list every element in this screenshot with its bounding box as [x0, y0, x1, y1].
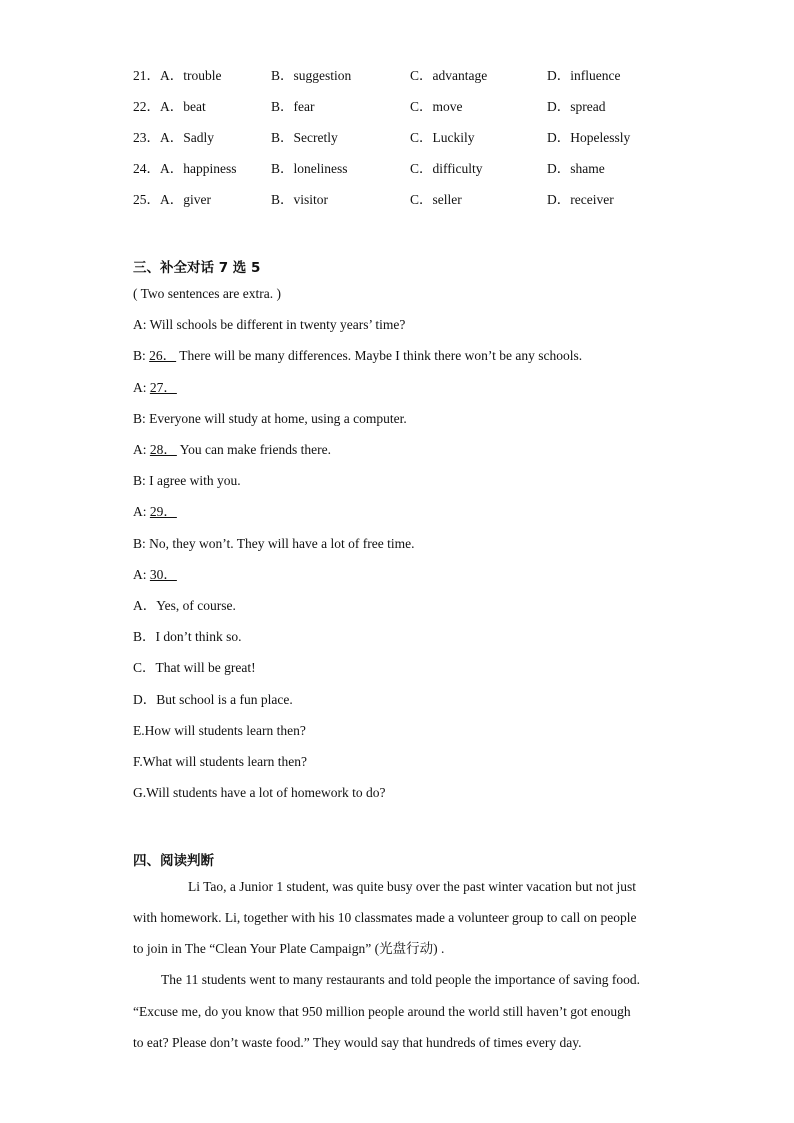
dialogue-text: Everyone will study at home, using a computer.	[149, 411, 407, 426]
passage-line-3: to join in The “Clean Your Plate Campaign” (光盘行动) .	[133, 941, 445, 956]
passage-line-1: Li Tao, a Junior 1 student, was quite busy over the past winter vacation but not just	[188, 879, 636, 894]
dialogue-text: There will be many differences. Maybe I think there won’t be any schools.	[176, 348, 583, 363]
passage-line-6: to eat? Please don’t waste food.” They would say that hundreds of times every day.	[133, 1035, 582, 1050]
choice-a: A．Yes, of course.	[133, 598, 236, 613]
option-23-d: D．Hopelessly	[547, 130, 631, 145]
answer-blank-29[interactable]: 29．	[149, 504, 177, 519]
speaker-label: A:	[133, 317, 150, 332]
option-22-b: B．fear	[271, 99, 315, 114]
dialogue-text: I agree with you.	[149, 473, 241, 488]
dialogue-text: Will schools be different in twenty years’ time?	[149, 317, 406, 332]
option-22-d: D．spread	[547, 99, 606, 114]
dialogue-text: You can make friends there.	[176, 442, 331, 457]
speaker-label: B:	[133, 536, 150, 551]
dialogue-line-5	[133, 440, 331, 460]
speaker-label: B:	[133, 348, 150, 363]
option-21-d: D．influence	[547, 68, 621, 83]
option-22-a: 22．A．beat	[133, 99, 206, 114]
option-25-a: 25．A．giver	[133, 192, 211, 207]
dialogue-line-6	[133, 471, 241, 491]
option-21-c: C．advantage	[410, 68, 488, 83]
answer-blank-27[interactable]: 27．	[149, 380, 177, 395]
dialogue-line-2	[133, 346, 582, 366]
passage-line-5: “Excuse me, do you know that 950 million people around the world still haven’t got enough	[133, 1004, 631, 1019]
option-23-a: 23．A．Sadly	[133, 130, 214, 145]
option-25-c: C．seller	[410, 192, 462, 207]
option-24-b: B．loneliness	[271, 161, 348, 176]
choice-g: G.Will students have a lot of homework to do?	[133, 785, 386, 800]
dialogue-line-4	[133, 409, 407, 429]
question-22-options	[133, 97, 693, 117]
dialogue-line-1	[133, 315, 405, 335]
dialogue-text: No, they won’t. They will have a lot of free time.	[149, 536, 415, 551]
option-21-a: 21．A．trouble	[133, 68, 222, 83]
option-23-b: B．Secretly	[271, 130, 338, 145]
option-21-b: B．suggestion	[271, 68, 352, 83]
speaker-label: A:	[133, 567, 150, 582]
speaker-label: A:	[133, 504, 150, 519]
section-3-note: ( Two sentences are extra. )	[133, 286, 281, 301]
section-3-title: 三、补全对话 7 选 5	[133, 260, 261, 276]
choice-f: F.What will students learn then?	[133, 754, 308, 769]
passage-line-2: with homework. Li, together with his 10 classmates made a volunteer group to call on people	[133, 910, 637, 925]
answer-blank-26[interactable]: 26．	[149, 348, 177, 363]
option-23-c: C．Luckily	[410, 130, 475, 145]
option-24-a: 24．A．happiness	[133, 161, 237, 176]
option-24-c: C．difficulty	[410, 161, 483, 176]
choice-e: E.How will students learn then?	[133, 723, 306, 738]
dialogue-line-8	[133, 534, 414, 554]
dialogue-line-7	[133, 502, 177, 522]
speaker-label: B:	[133, 473, 150, 488]
answer-blank-30[interactable]: 30．	[149, 567, 177, 582]
choice-c: C．That will be great!	[133, 660, 256, 675]
option-25-d: D．receiver	[547, 192, 614, 207]
choice-d: D．But school is a fun place.	[133, 692, 293, 707]
option-25-b: B．visitor	[271, 192, 329, 207]
question-21-options	[133, 66, 693, 86]
speaker-label: A:	[133, 380, 150, 395]
option-24-d: D．shame	[547, 161, 605, 176]
dialogue-line-3	[133, 378, 177, 398]
speaker-label: B:	[133, 411, 150, 426]
dialogue-line-9	[133, 565, 177, 585]
question-24-options	[133, 159, 693, 179]
section-4-title: 四、阅读判断	[133, 853, 214, 869]
choice-b: B．I don’t think so.	[133, 629, 242, 644]
question-25-options	[133, 190, 693, 210]
answer-blank-28[interactable]: 28．	[149, 442, 177, 457]
passage-line-4: The 11 students went to many restaurants and told people the importance of saving food.	[161, 972, 641, 987]
speaker-label: A:	[133, 442, 150, 457]
option-22-c: C．move	[410, 99, 463, 114]
question-23-options	[133, 128, 693, 148]
